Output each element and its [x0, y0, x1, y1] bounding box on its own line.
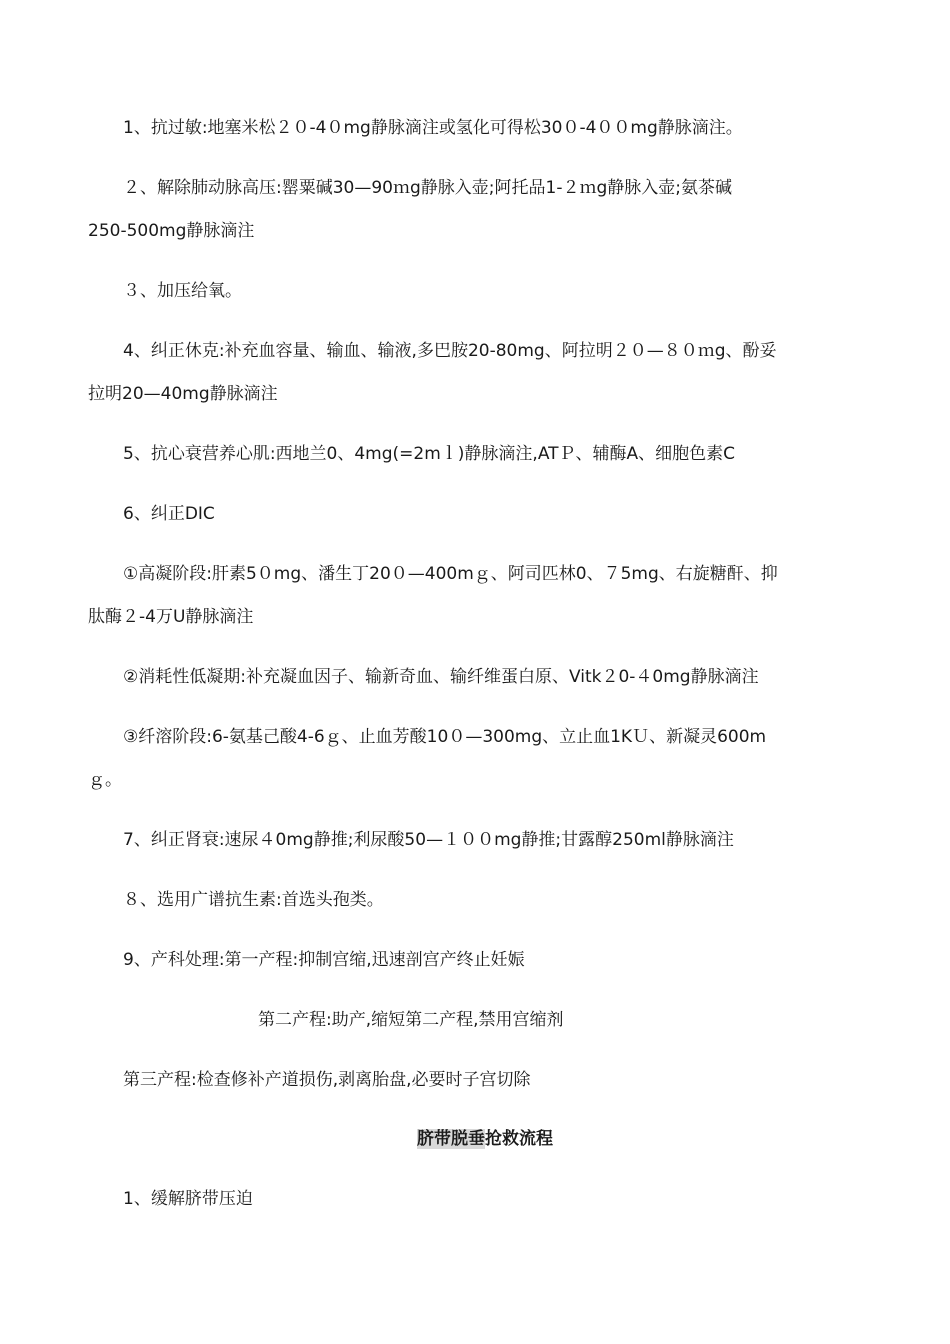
section-title-highlight: 脐带脱垂	[417, 1129, 485, 1149]
item-7-renal-failure: 7、纠正肾衰:速尿４0mg静推;利尿酸50—１００mg静推;甘露醇250ml静脉滴注	[123, 830, 734, 850]
item-8-antibiotics: ８、选用广谱抗生素:首选头孢类。	[123, 890, 384, 910]
item-5-heart-failure: 5、抗心衰营养心肌:西地兰0、4mg(=2mｌ)静脉滴注,ATＰ、辅酶A、细胞色素C	[123, 444, 736, 464]
item-1-anti-allergy: 1、抗过敏:地塞米松２０-4０mg静脉滴注或氢化可得松30０-4００mg静脉滴注。	[123, 118, 743, 138]
item-2-pulmonary-hypertension: ２、解除肺动脉高压:罂粟碱30—90ｍg静脉入壶;阿托品1-２ｍg静脉入壶;氨茶碱	[123, 178, 732, 198]
item-6-1-hypercoagulable: ①高凝阶段:肝素5０mg、潘生丁20０—400mｇ、阿司匹林0、７5mg、右旋糖酐、抑	[123, 564, 778, 584]
cord-item-1: 1、缓解脐带压迫	[123, 1189, 253, 1209]
item-6-2-consumptive: ②消耗性低凝期:补充凝血因子、输新奇血、输纤维蛋白原、Vitk２0-４0mg静脉滴注	[123, 667, 759, 687]
item-9-second-stage: 第二产程:助产,缩短第二产程,禁用宫缩剂	[258, 1010, 564, 1030]
item-4-shock: 4、纠正休克:补充血容量、输血、输液,多巴胺20-80mg、阿拉明２０—８０ｍg、酚妥	[123, 341, 777, 361]
item-4-continuation: 拉明20—40mg静脉滴注	[88, 384, 278, 404]
item-9-obstetric: 9、产科处理:第一产程:抑制宫缩,迅速剖宫产终止妊娠	[123, 950, 525, 970]
item-6-1-continuation: 肽酶２-4万U静脉滴注	[88, 607, 254, 627]
section-title-rest: 抢救流程	[485, 1129, 553, 1149]
item-2-continuation: 250-500mg静脉滴注	[88, 221, 255, 241]
item-3-oxygen: ３、加压给氧。	[123, 281, 242, 301]
item-9-third-stage: 第三产程:检查修补产道损伤,剥离胎盘,必要时子宫切除	[123, 1070, 531, 1090]
section-title	[417, 1128, 553, 1150]
item-6-dic: 6、纠正DIC	[123, 504, 215, 524]
item-6-3-continuation: ｇ。	[88, 770, 122, 790]
item-6-3-fibrinolysis: ③纤溶阶段:6-氨基己酸4-6ｇ、止血芳酸10０—300mg、立止血1KＵ、新凝灵600m	[123, 727, 767, 747]
